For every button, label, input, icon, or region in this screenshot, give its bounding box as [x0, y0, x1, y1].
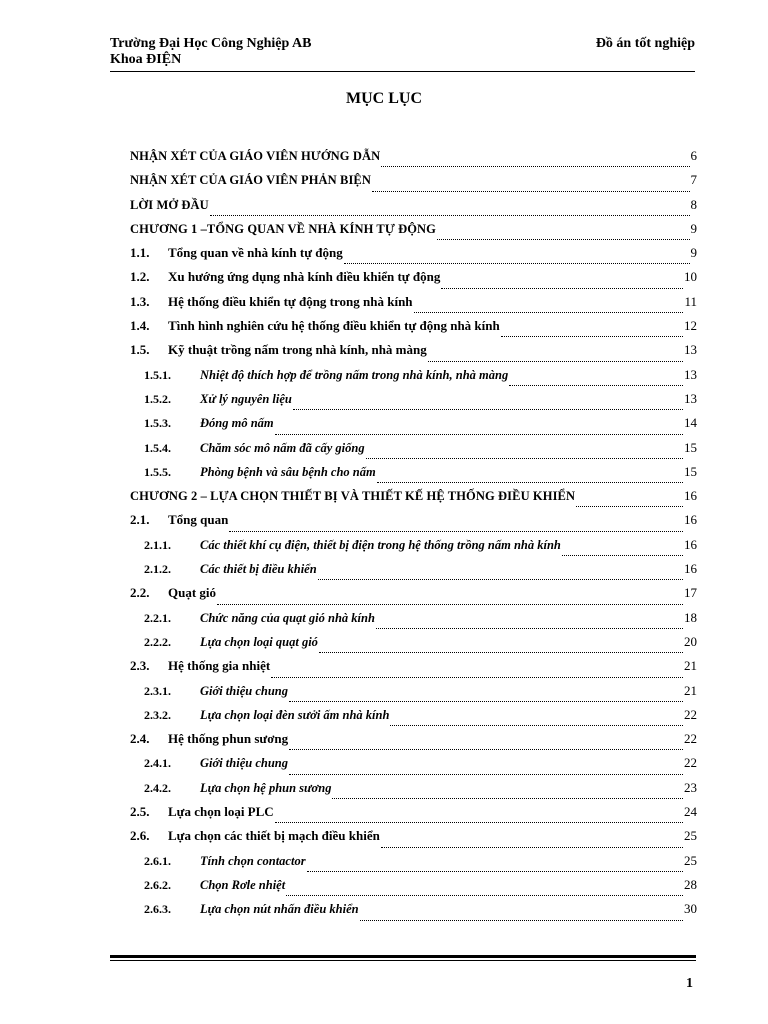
toc-dot-leader [275, 812, 683, 823]
toc-entry[interactable] [130, 731, 697, 755]
toc-entry[interactable] [130, 755, 697, 779]
toc-dot-leader [293, 399, 683, 410]
toc-entry-page: 13 [684, 366, 697, 382]
toc-dot-leader [289, 739, 683, 750]
toc-entry-page: 9 [690, 220, 697, 236]
toc-entry-number: 1.5. [130, 342, 150, 358]
toc-dot-leader [509, 375, 683, 386]
toc-entry-label: Chọn Rơle nhiệt [200, 877, 286, 892]
toc-entry-page: 16 [684, 561, 697, 577]
page-title: MỤC LỤC [346, 90, 422, 107]
toc-entry-page: 25 [684, 852, 697, 868]
toc-entry[interactable] [130, 561, 697, 585]
toc-entry-page: 22 [684, 706, 697, 722]
toc-dot-leader [344, 253, 690, 264]
toc-entry[interactable] [130, 804, 697, 828]
toc-entry-number: 2.1.1. [144, 537, 171, 552]
toc-entry-page: 14 [684, 415, 697, 431]
toc-entry-page: 13 [684, 390, 697, 406]
toc-entry-number: 2.1. [130, 512, 150, 528]
toc-dot-leader [217, 594, 683, 605]
toc-entry-number: 1.4. [130, 318, 150, 334]
toc-dot-leader [390, 715, 683, 726]
toc-entry-label: Giới thiệu chung [200, 683, 288, 698]
toc-entry-number: 1.5.2. [144, 391, 171, 406]
toc-entry[interactable] [130, 488, 697, 512]
toc-entry[interactable] [130, 634, 697, 658]
toc-entry-page: 17 [684, 585, 697, 601]
toc-entry-label: Giới thiệu chung [200, 756, 288, 771]
toc-entry-page: 28 [684, 876, 697, 892]
toc-dot-leader [289, 764, 683, 775]
toc-dot-leader [229, 521, 683, 532]
toc-entry[interactable] [130, 391, 697, 415]
toc-entry-page: 22 [684, 755, 697, 771]
toc-entry-label: CHƯƠNG 2 – LỰA CHỌN THIẾT BỊ VÀ THIẾT KẾ HỆ THỐNG ĐIỀU KHIỂN [130, 489, 576, 504]
toc-entry-label: NHẬN XÉT CỦA GIÁO VIÊN HƯỚNG DẪN [130, 149, 381, 163]
toc-entry-page: 25 [684, 828, 697, 844]
toc-entry-number: 1.3. [130, 293, 150, 309]
document-type: Đồ án tốt nghiệp [595, 36, 695, 51]
toc-entry-label: Tính chọn contactor [200, 853, 306, 868]
toc-entry-number: 2.2.2. [144, 634, 171, 649]
toc-entry[interactable] [130, 610, 697, 634]
toc-dot-leader [319, 642, 683, 653]
toc-entry-page: 12 [684, 318, 697, 334]
toc-dot-leader [576, 496, 683, 507]
toc-entry[interactable] [130, 464, 697, 488]
toc-entry-number: 2.5. [130, 804, 150, 820]
toc-dot-leader [271, 667, 683, 678]
toc-entry[interactable] [130, 780, 697, 804]
toc-entry-label: Kỹ thuật trồng nấm trong nhà kính, nhà màng [168, 342, 427, 358]
toc-dot-leader [332, 788, 683, 799]
toc-entry-number: 2.6.2. [144, 877, 171, 892]
toc-entry-number: 1.5.3. [144, 416, 171, 431]
toc-dot-leader [318, 569, 683, 580]
table-of-contents [130, 148, 697, 926]
toc-entry-page: 30 [684, 901, 697, 917]
toc-entry-label: Hệ thống phun sương [168, 731, 289, 747]
toc-entry[interactable] [130, 318, 697, 342]
toc-entry-number: 2.6. [130, 828, 150, 844]
toc-entry-number: 2.3.1. [144, 683, 171, 698]
toc-dot-leader [381, 156, 689, 167]
toc-entry-page: 18 [684, 609, 697, 625]
toc-entry-page: 16 [684, 512, 697, 528]
toc-dot-leader [366, 448, 683, 459]
toc-entry-page: 15 [684, 439, 697, 455]
toc-entry-page: 22 [684, 731, 697, 747]
toc-entry-label: Hệ thống điều khiển tự động trong nhà kính [168, 293, 413, 309]
toc-dot-leader [275, 424, 683, 435]
toc-entry[interactable] [130, 537, 697, 561]
toc-dot-leader [286, 885, 683, 896]
toc-entry-page: 16 [684, 488, 697, 504]
toc-entry-page: 6 [690, 148, 697, 163]
toc-entry-label: Tổng quan về nhà kính tự động [168, 245, 343, 261]
toc-entry-number: 2.2. [130, 585, 150, 601]
toc-entry[interactable] [130, 440, 697, 464]
toc-entry-number: 2.4.1. [144, 756, 171, 771]
toc-entry[interactable] [130, 658, 697, 682]
toc-entry[interactable] [130, 828, 697, 852]
toc-entry[interactable] [130, 294, 697, 318]
toc-entry-number: 2.2.1. [144, 610, 171, 625]
toc-entry-label: Tình hình nghiên cứu hệ thống điều khiển tự động nhà kính [168, 318, 500, 334]
toc-entry[interactable] [130, 683, 697, 707]
toc-dot-leader [289, 691, 683, 702]
toc-entry-label: Lựa chọn loại PLC [168, 804, 274, 820]
toc-entry[interactable] [130, 245, 697, 269]
toc-entry[interactable] [130, 707, 697, 731]
toc-entry[interactable] [130, 148, 697, 172]
toc-entry-label: Lựa chọn loại đèn sưởi ấm nhà kính [200, 707, 390, 722]
toc-entry-label: Đóng mô nấm [200, 416, 274, 431]
toc-entry-number: 1.2. [130, 269, 150, 285]
page-number: 1 [686, 976, 693, 991]
toc-entry-number: 1.5.4. [144, 440, 171, 455]
toc-dot-leader [372, 181, 690, 192]
toc-entry-number: 1.5.5. [144, 464, 171, 479]
header-rule [110, 71, 695, 72]
toc-entry-label: Xử lý nguyên liệu [200, 391, 292, 406]
toc-entry-page: 11 [684, 293, 697, 309]
toc-entry-label: Xu hướng ứng dụng nhà kính điều khiển tự động [168, 269, 441, 285]
toc-dot-leader [376, 618, 683, 629]
footer-rule-thin [110, 960, 696, 961]
toc-dot-leader [437, 229, 690, 240]
toc-entry-label: Lựa chọn các thiết bị mạch điều khiển [168, 828, 380, 844]
toc-entry-label: Chăm sóc mô nấm đã cấy giống [200, 440, 365, 455]
toc-dot-leader [210, 205, 690, 216]
toc-entry[interactable] [130, 221, 697, 245]
toc-entry-number: 2.6.1. [144, 853, 171, 868]
toc-entry[interactable] [130, 197, 697, 221]
toc-entry[interactable] [130, 585, 697, 609]
toc-entry-page: 20 [684, 633, 697, 649]
toc-entry-label: Lựa chọn hệ phun sương [200, 780, 332, 795]
toc-entry-label: Quạt gió [168, 585, 217, 601]
toc-entry-page: 21 [684, 658, 697, 674]
footer-rule-thick [110, 955, 696, 958]
toc-entry-number: 2.3.2. [144, 707, 171, 722]
toc-dot-leader [377, 472, 683, 483]
toc-entry[interactable] [130, 901, 697, 925]
toc-entry[interactable] [130, 269, 697, 293]
toc-dot-leader [441, 278, 683, 289]
toc-entry-label: NHẬN XÉT CỦA GIÁO VIÊN PHẢN BIỆN [130, 173, 371, 188]
toc-entry-number: 2.6.3. [144, 902, 171, 917]
toc-entry[interactable] [130, 512, 697, 536]
toc-dot-leader [360, 910, 683, 921]
toc-entry-page: 23 [684, 779, 697, 795]
toc-entry-page: 7 [690, 172, 697, 188]
toc-entry[interactable] [130, 853, 697, 877]
toc-entry-page: 24 [684, 804, 697, 820]
toc-entry-page: 9 [690, 245, 697, 261]
toc-entry-page: 21 [684, 682, 697, 698]
toc-entry-number: 2.1.2. [144, 562, 171, 577]
toc-entry-label: Chức năng của quạt gió nhà kính [200, 610, 375, 625]
toc-entry-label: Lựa chọn nút nhấn điều khiển [200, 902, 359, 917]
toc-dot-leader [414, 302, 684, 313]
toc-entry-page: 10 [684, 269, 697, 285]
toc-dot-leader [501, 326, 683, 337]
toc-entry[interactable] [130, 877, 697, 901]
toc-entry-number: 1.1. [130, 245, 150, 261]
toc-dot-leader [428, 351, 683, 362]
toc-entry-page: 16 [684, 536, 697, 552]
toc-entry-label: LỜI MỞ ĐẦU [130, 197, 209, 212]
toc-entry-label: Phòng bệnh và sâu bệnh cho nấm [200, 464, 376, 479]
toc-entry-label: Các thiết khí cụ điện, thiết bị điện trong hệ thống trồng nấm nhà kính [200, 537, 561, 552]
toc-entry-label: Các thiết bị điều khiển [200, 562, 317, 577]
toc-entry-number: 2.4.2. [144, 780, 171, 795]
toc-entry-page: 15 [684, 463, 697, 479]
toc-entry-label: Tổng quan [168, 512, 229, 528]
page-header [110, 36, 695, 68]
toc-entry-label: CHƯƠNG 1 –TỔNG QUAN VỀ NHÀ KÍNH TỰ ĐỘNG [130, 221, 436, 236]
toc-entry[interactable] [130, 415, 697, 439]
toc-entry-label: Lựa chọn loại quạt gió [200, 634, 318, 649]
toc-dot-leader [562, 545, 683, 556]
toc-entry-number: 1.5.1. [144, 367, 171, 382]
toc-entry[interactable] [130, 367, 697, 391]
toc-dot-leader [381, 837, 683, 848]
toc-entry-page: 13 [684, 342, 697, 358]
toc-entry-number: 2.4. [130, 731, 150, 747]
school-name: Trường Đại Học Công Nghiệp AB [110, 36, 312, 51]
faculty-name: Khoa ĐIỆN [110, 52, 182, 67]
toc-entry-number: 2.3. [130, 658, 150, 674]
toc-entry-label: Nhiệt độ thích hợp để trồng nấm trong nhà kính, nhà màng [200, 367, 509, 382]
toc-entry[interactable] [130, 342, 697, 366]
toc-entry[interactable] [130, 172, 697, 196]
toc-dot-leader [307, 861, 683, 872]
toc-entry-page: 8 [690, 196, 697, 212]
toc-entry-label: Hệ thống gia nhiệt [168, 658, 271, 674]
